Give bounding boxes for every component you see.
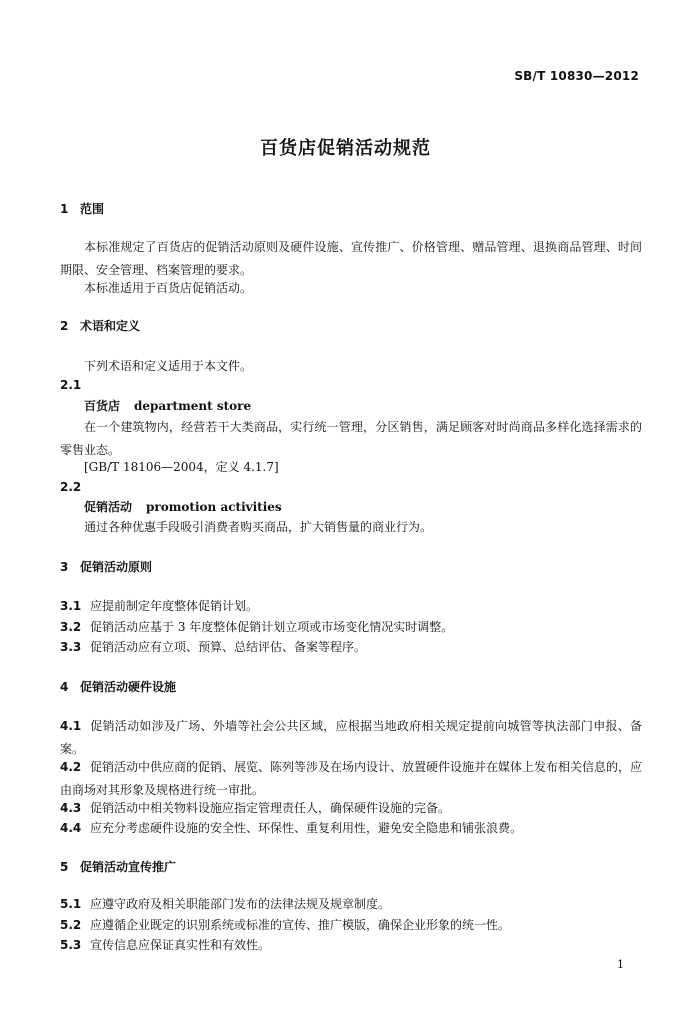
standard-code: SB/T 10830—2012	[514, 69, 639, 83]
section-title: 促销活动原则	[80, 560, 153, 574]
clause-text: 促销活动应基于 3 年度整体促销计划立项或市场变化情况实时调整。	[90, 620, 454, 634]
clause-number: 3.3	[60, 640, 82, 654]
section-1-heading	[60, 198, 642, 221]
section-4-heading	[60, 676, 642, 699]
clause-item	[60, 817, 642, 840]
section-number: 5	[60, 860, 69, 874]
clause-item	[60, 893, 642, 916]
clause-item	[60, 595, 642, 618]
document-title: 百货店促销活动规范	[260, 138, 431, 159]
clause-item	[60, 715, 642, 761]
clause-text: 宣传信息应保证真实性和有效性。	[90, 938, 271, 952]
section-1-paragraph-1: 本标准规定了百货店的促销活动原则及硬件设施、宣传推广、价格管理、赠品管理、退换商品管理、时间期限、安全管理、档案管理的要求。	[60, 240, 642, 277]
clause-2-2-number: 2.2	[60, 480, 82, 494]
section-title: 促销活动硬件设施	[80, 680, 177, 694]
clause-number: 4.4	[60, 821, 82, 835]
clause-number: 5.2	[60, 918, 82, 932]
clause-item	[60, 934, 642, 957]
term-2-1-definition: 在一个建筑物内，经营若干大类商品，实行统一管理，分区销售，满足顾客对时尚商品多样化选择需求的零售业态。	[60, 420, 642, 457]
clause-number: 5.3	[60, 938, 82, 952]
clause-number: 4.3	[60, 801, 82, 815]
section-number: 1	[60, 202, 69, 216]
clause-item	[60, 636, 642, 659]
clause-2-1-number: 2.1	[60, 378, 82, 392]
term-2-2-definition: 通过各种优惠手段吸引消费者购买商品，扩大销售量的商业行为。	[84, 520, 433, 534]
section-title: 术语和定义	[80, 319, 141, 333]
clause-text: 促销活动中相关物料设施应指定管理责任人，确保硬件设施的完备。	[90, 801, 451, 815]
section-number: 2	[60, 319, 69, 333]
clause-number: 4.2	[60, 760, 82, 774]
clause-text: 应充分考虑硬件设施的安全性、环保性、重复利用性，避免安全隐患和铺张浪费。	[90, 821, 523, 835]
section-5-heading	[60, 856, 642, 879]
term-english: department store	[134, 399, 252, 413]
section-number: 3	[60, 560, 69, 574]
clause-text: 应提前制定年度整体促销计划。	[90, 599, 259, 613]
section-2-intro: 下列术语和定义适用于本文件。	[84, 359, 253, 373]
clause-number: 3.1	[60, 599, 82, 613]
clause-text: 促销活动如涉及广场、外墙等社会公共区域，应根据当地政府相关规定提前向城管等执法部门申报、备案。	[60, 719, 642, 756]
clause-text: 促销活动应有立项、预算、总结评估、备案等程序。	[90, 640, 367, 654]
clause-text: 应遵循企业既定的识别系统或标准的宣传、推广模版，确保企业形象的统一性。	[90, 918, 511, 932]
clause-item	[60, 756, 642, 802]
clause-number: 3.2	[60, 620, 82, 634]
section-1-paragraph-2: 本标准适用于百货店促销活动。	[84, 281, 253, 295]
clause-number: 5.1	[60, 897, 82, 911]
term-chinese: 百货店	[84, 399, 121, 413]
term-english: promotion activities	[146, 500, 282, 514]
section-title: 范围	[80, 202, 105, 216]
term-2-1-reference: [GB/T 18106—2004，定义 4.1.7]	[84, 460, 279, 474]
clause-text: 促销活动中供应商的促销、展览、陈列等涉及在场内设计、放置硬件设施并在媒体上发布相关信息的，应由商场对其形象及规格进行统一审批。	[60, 760, 643, 797]
clause-text: 应遵守政府及相关职能部门发布的法律法规及规章制度。	[90, 897, 391, 911]
clause-number: 4.1	[60, 719, 82, 733]
section-title: 促销活动宣传推广	[80, 860, 177, 874]
page-number: 1	[617, 958, 624, 971]
section-2-heading	[60, 315, 642, 338]
section-number: 4	[60, 680, 69, 694]
term-2-1	[60, 395, 666, 418]
section-3-heading	[60, 556, 642, 579]
term-chinese: 促销活动	[84, 500, 133, 514]
